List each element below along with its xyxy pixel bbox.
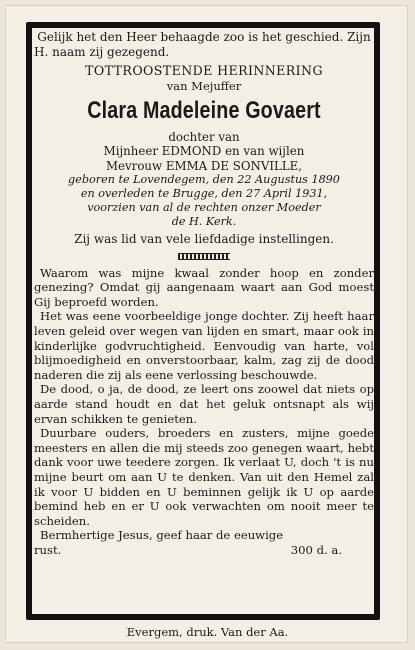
van-mejuffer: van Mejuffer: [166, 79, 242, 93]
member-line: Zij was lid van vele liefdadige instellingen.: [74, 232, 334, 247]
prayer-line: Bermhertige Jesus, geef haar de eeuwige: [40, 528, 284, 543]
paragraph-1: Waarom was mijne kwaal zonder hoop en zonder genezing? Omdat gij aangenaam waart aan God moest Gij beproefd worden.: [34, 265, 374, 309]
intro-text: Gelijk het den Heer behaagde zoo is het geschied. Zijn H. naam zij gezegend.: [34, 30, 371, 60]
heading: TOTTROOSTENDE HERINNERING: [85, 63, 323, 79]
rites-line-2: de H. Kerk.: [171, 215, 237, 229]
ornament-divider: [34, 253, 374, 260]
rust-word: rust.: [34, 542, 62, 557]
birth-line: geboren te Lovendegem, den 22 Augustus 1890: [68, 173, 340, 187]
closing-line: [34, 543, 374, 558]
paragraph-4: Duurbare ouders, broeders en zusters, mijne goede meesters en allen die mij steeds zoo genegen waart, hebt dank voor uwe teedere zorgen. Ik verlaat U, doch 't is nu mijne beurt om aan U te denken. Van uit den Hemel zal ik voor U bidden en U beminnen gelijk ik U op aarde bemind heb en er U ook verwachten om nooit meer te scheiden.: [34, 426, 374, 528]
paragraph-3: De dood, o ja, de dood, ze leert ons zoowel dat niets op aarde stand houdt en dat het geluk ontsnapt als wij ervan schikken te genieten.: [34, 382, 374, 426]
printer-credit: Evergem, druk. Van der Aa.: [126, 625, 289, 639]
death-line: en overleden te Brugge, den 27 April 1931,: [80, 187, 328, 201]
paragraph-2: Het was eene voorbeeldige jonge dochter. Zij heeft haar leven geleid over wegen van lijden en smart, maar ook in kinderlijke godvruchtigheid. Eenvoudig van harte, vol blijmoedigheid en onverstoorbaar, kalm, zag zij de dood naderen die zij als eene verlossing beschouwde.: [34, 309, 374, 382]
deceased-name: Clara Madeleine Govaert: [87, 96, 321, 124]
mother-line: Mevrouw EMMA DE SONVILLE,: [105, 158, 303, 173]
father-line: Mijnheer EDMOND en van wijlen: [103, 144, 305, 159]
indulgence: 300 d. a.: [290, 542, 342, 557]
dochter-van: dochter van: [168, 129, 240, 144]
rites-line-1: voorzien van al de rechten onzer Moeder: [87, 201, 321, 215]
card-text: [34, 30, 374, 558]
